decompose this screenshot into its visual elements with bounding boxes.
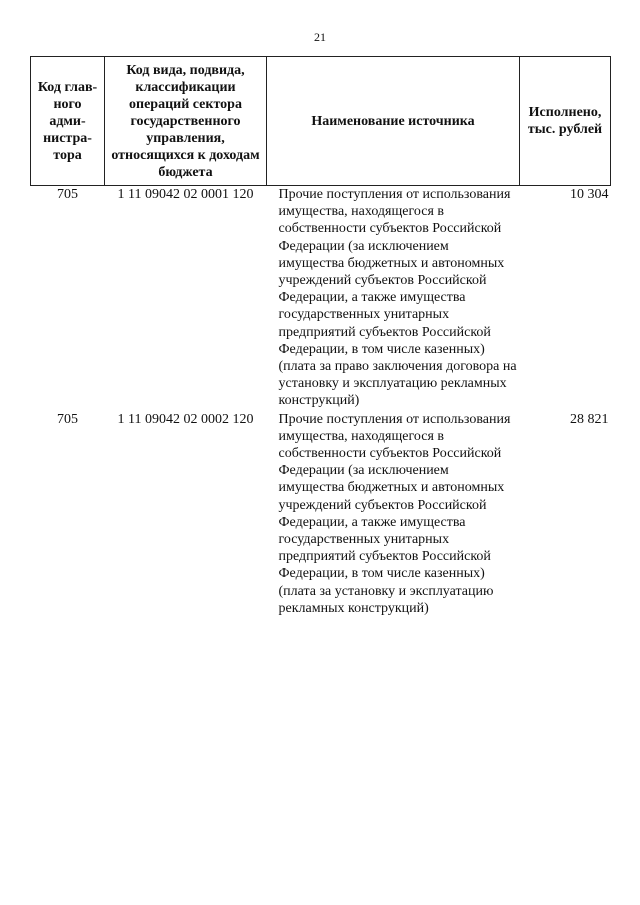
cell-classification-code: 1 11 09042 02 0001 120 xyxy=(117,187,254,202)
table-row xyxy=(31,186,611,411)
cell-classification-code: 1 11 09042 02 0002 120 xyxy=(117,411,254,427)
cell-source-name: Прочие поступления от использования имущества, находящегося в собственности субъектов Российской Федерации (за исключением имущества бюджетных и автономных учреждений субъектов Российской Федерации, а также имущества государственных унитарных предприятий субъектов Российской Федерации, в том числе казенных) (плата за установку и эксплуатацию рекламных конструкций) xyxy=(278,411,511,616)
cell-admin-code: 705 xyxy=(57,187,78,202)
header-source-name: Наименование источника xyxy=(267,57,520,186)
header-admin-code: Код главного администратора xyxy=(31,57,105,186)
cell-executed-amount: 10 304 xyxy=(570,187,609,202)
header-executed-amount: Исполнено, тыс. рублей xyxy=(520,57,611,186)
cell-executed-amount: 28 821 xyxy=(570,411,609,427)
page-number: 21 xyxy=(314,30,326,44)
cell-admin-code: 705 xyxy=(57,411,78,427)
table-row xyxy=(31,411,611,617)
table-header-row xyxy=(31,57,611,186)
cell-source-name: Прочие поступления от использования имущества, находящегося в собственности субъектов Российской Федерации (за исключением имущества бюджетных и автономных учреждений субъектов Российской Федерации, а также имущества государственных унитарных предприятий субъектов Российской Федерации, в том числе казенных) (плата за право заключения договора на установку и эксплуатацию рекламных конструкций) xyxy=(278,187,517,409)
header-classification-code: Код вида, подвида, классификации операций сектора государственного управления, относящихся к доходам бюджета xyxy=(105,57,267,186)
revenue-table xyxy=(30,56,611,617)
